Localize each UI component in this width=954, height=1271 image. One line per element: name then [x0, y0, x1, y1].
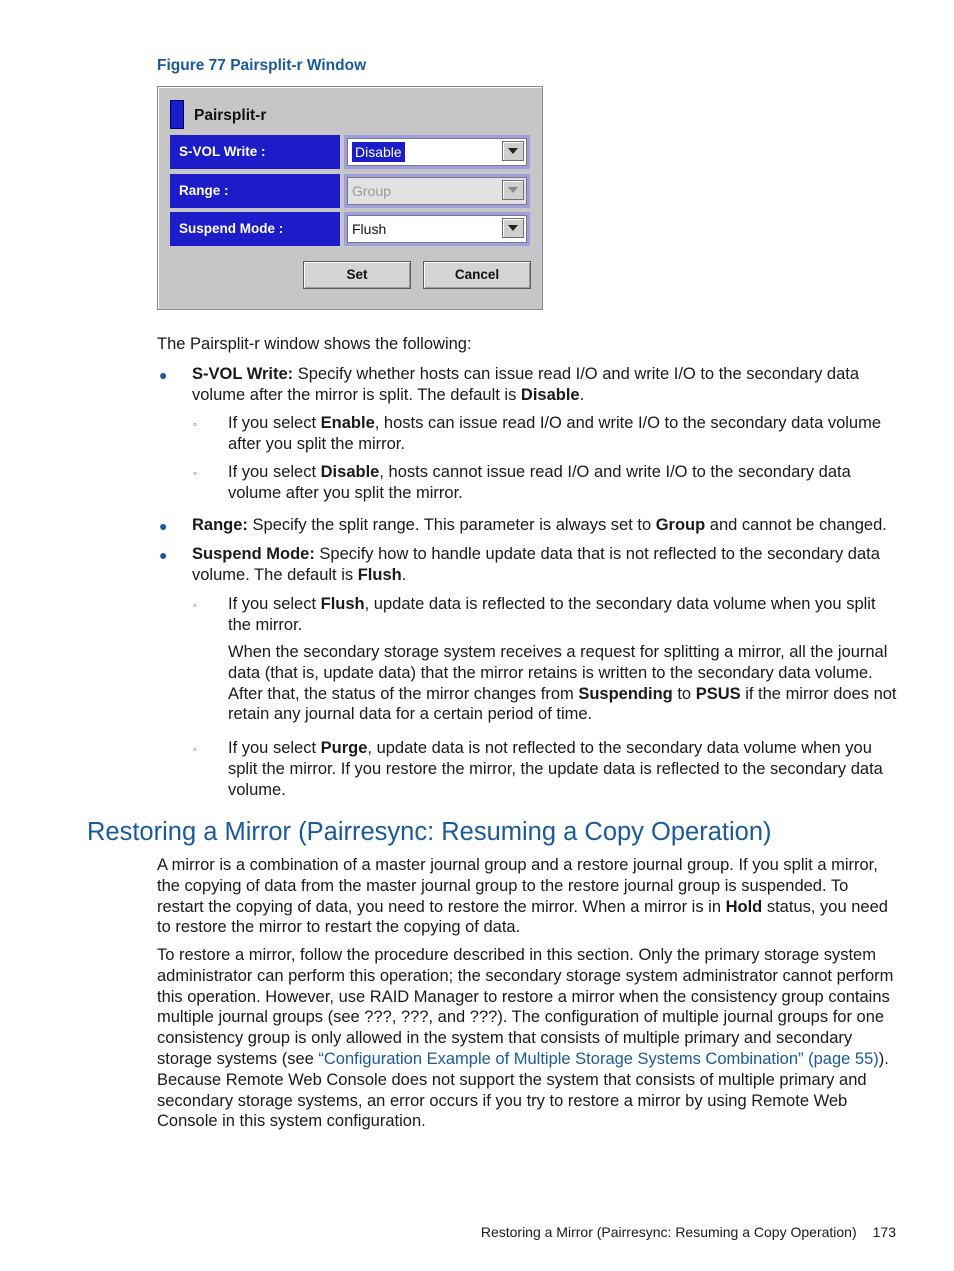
suspend-mode-label: Suspend Mode :	[170, 212, 340, 246]
intro-text: The Pairsplit-r window shows the following:	[157, 335, 472, 353]
section-paragraph-1	[157, 855, 897, 938]
set-button[interactable]: Set	[303, 261, 411, 289]
chevron-down-icon[interactable]	[502, 141, 524, 161]
suspend-flush-note	[228, 642, 900, 725]
pairsplit-r-dialog	[157, 86, 543, 310]
section-heading: Restoring a Mirror (Pairresync: Resuming a Copy Operation)	[87, 818, 772, 846]
page-footer	[481, 1222, 896, 1243]
circle-bullet-icon: ◦	[193, 600, 197, 612]
text: To restore a mirror, follow the procedure described in this section. Only the primary storage system administrator can perform this operation; the secondary storage system administrator cannot perform this operation. However, use RAID Manager to restore a mirror when the consistency group contains multiple journal groups (see ???, ???, and ???). The configuration of multiple journal groups for one consistency group is only allowed in the system that consists of multiple primary and secondary storage systems (see	[157, 946, 894, 1068]
cancel-button[interactable]: Cancel	[423, 261, 531, 289]
term: Disable	[320, 463, 380, 481]
term: PSUS	[695, 684, 741, 703]
bullet-icon: ●	[159, 367, 168, 383]
bullet-icon: ●	[159, 518, 168, 534]
term: Suspend Mode:	[192, 545, 315, 563]
text: , hosts can issue read I/O and write I/O to the secondary data volume after you split the mirror.	[228, 414, 882, 453]
term: Flush	[320, 595, 365, 613]
text: status, you need to restore the mirror to restart the copying of data.	[157, 897, 888, 937]
text: and cannot be changed.	[705, 516, 887, 534]
text: A mirror is a combination of a master journal group and a restore journal group. If you split a mirror, the copying of data from the master journal group to the restore journal group is suspended. To restart the copying of data, you need to restore the mirror. When a mirror is in	[157, 856, 878, 916]
text: .	[579, 385, 585, 404]
circle-bullet-icon: ◦	[193, 419, 197, 431]
svol-write-item	[192, 364, 897, 406]
page-number: 173	[872, 1224, 896, 1240]
footer-title: Restoring a Mirror (Pairresync: Resuming a Copy Operation)	[480, 1224, 857, 1240]
svol-write-label: S-VOL Write :	[170, 135, 340, 169]
suspend-purge-item	[228, 738, 896, 800]
term: Purge	[320, 739, 368, 757]
text: If you select	[228, 414, 321, 432]
circle-bullet-icon: ◦	[193, 468, 197, 480]
term: Hold	[725, 897, 763, 916]
range-value: Group	[352, 183, 391, 199]
term: Flush	[357, 565, 402, 584]
suspend-mode-dropdown[interactable]	[344, 212, 530, 246]
text: Specify the split range. This parameter is always set to	[247, 516, 656, 534]
text: If you select	[228, 595, 321, 613]
term: Enable	[320, 414, 375, 432]
circle-bullet-icon: ◦	[193, 744, 197, 756]
term: Group	[655, 516, 706, 534]
text: If you select	[228, 463, 321, 481]
section-paragraph-2	[157, 945, 897, 1132]
text: If you select	[228, 739, 321, 757]
svol-write-value: Disable	[352, 142, 405, 162]
text: When the secondary storage system receives a request for splitting a mirror, all the journal data (that is, update data) that the mirror retains is written to the secondary data volume. After that, the status of the mirror changes from	[228, 643, 888, 703]
suspend-mode-value: Flush	[352, 221, 387, 237]
term: Range:	[192, 516, 248, 534]
dialog-title: Pairsplit-r	[194, 107, 267, 124]
term: S-VOL Write:	[192, 365, 294, 383]
figure-caption: Figure 77 Pairsplit-r Window	[157, 57, 367, 74]
term: Disable	[520, 385, 580, 404]
text: , hosts cannot issue read I/O and write I/O to the secondary data volume after you split the mirror.	[228, 463, 851, 502]
suspend-mode-item	[192, 544, 902, 586]
svol-enable-item	[228, 413, 900, 455]
term: Suspending	[578, 684, 673, 703]
text: if the mirror does not retain any journal data for a certain period of time.	[228, 684, 897, 724]
range-item	[192, 515, 907, 536]
text: to	[672, 684, 696, 703]
text: .	[401, 565, 407, 584]
chevron-down-icon	[502, 180, 524, 200]
text: ). Because Remote Web Console does not support the system that consists of multiple primary and secondary storage systems, an error occurs if you try to restore a mirror by using Remote Web Console in this system configuration.	[157, 1049, 889, 1131]
svol-write-dropdown[interactable]	[344, 135, 530, 169]
bullet-icon: ●	[159, 547, 168, 563]
svol-disable-item	[228, 462, 893, 504]
text: , update data is not reflected to the secondary data volume when you split the mirror. If you restore the mirror, the update data is reflected to the secondary data volume.	[228, 739, 883, 799]
chevron-down-icon[interactable]	[502, 218, 524, 238]
text: , update data is reflected to the secondary data volume when you split the mirror.	[228, 595, 876, 634]
text: Specify whether hosts can issue read I/O and write I/O to the secondary data volume after the mirror is split. The default is	[192, 365, 860, 404]
suspend-flush-item	[228, 594, 898, 636]
text: Specify how to handle update data that is not reflected to the secondary data volume. The default is	[192, 545, 880, 584]
range-label: Range :	[170, 174, 340, 208]
title-marker	[170, 100, 184, 129]
cross-reference-link[interactable]: “Configuration Example of Multiple Storage Systems Combination” (page 55)	[318, 1049, 879, 1068]
range-dropdown	[344, 174, 530, 208]
